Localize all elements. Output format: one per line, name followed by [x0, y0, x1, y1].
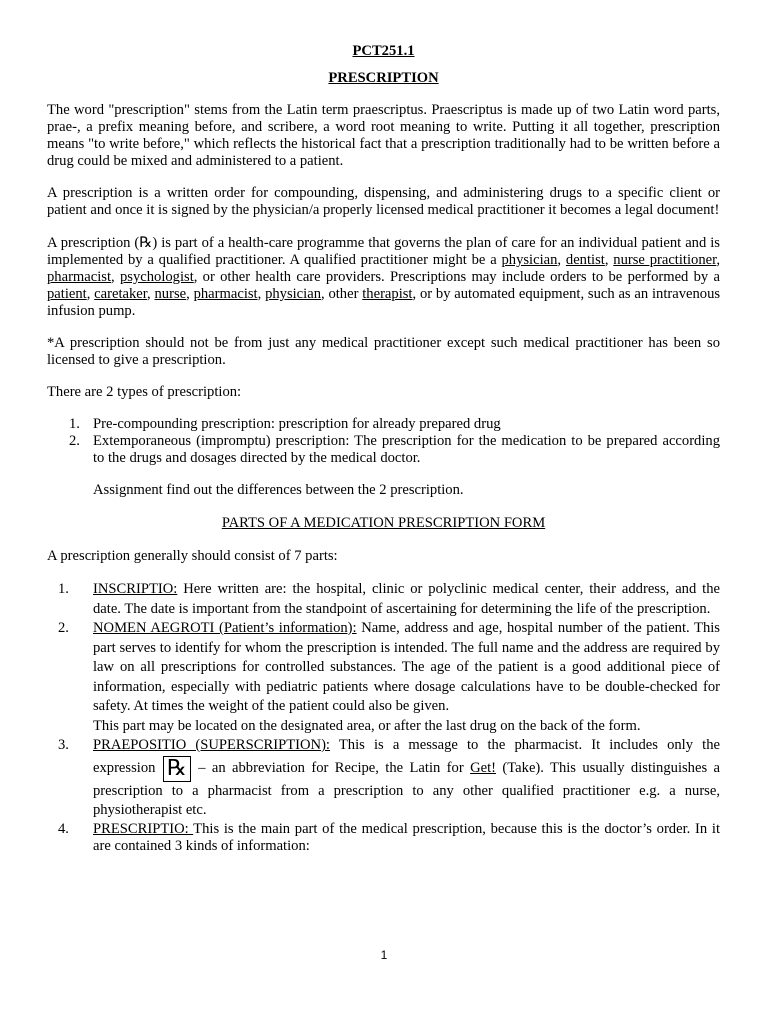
link-nurse[interactable]: nurse: [154, 286, 187, 302]
link-patient[interactable]: patient: [47, 286, 87, 302]
part-nomen-aegroti: 2. NOMEN AEGROTI (Patient’s information): Name, address and age, hospital number of the patient. This part serves to identify for whom the prescription is intended. The full name and the address are required by law on all prescriptions for controlled substances. The age of the patient is a good additional piece of information, especially with pediatric patients where dosage calculations have to be double-checked for safety. At times the weight of the patient could also be given. This part may be located on the designated area, or after the last drug on the back of the form.: [58, 620, 720, 734]
part-heading: NOMEN AEGROTI (Patient’s information):: [93, 620, 357, 636]
part-heading: PRAEPOSITIO (SUPERSCRIPTION):: [93, 737, 330, 753]
types-list: [47, 416, 720, 467]
part-praepositio: 3. PRAEPOSITIO (SUPERSCRIPTION): This is a message to the pharmacist. It includes only the expression ℞ – an abbreviation for Recipe, the Latin for Get! (Take). This usually distinguishes a prescription to a pharmacist from a prescription to any other qualified practitioner e.g. a nurse, physiotherapist etc.: [58, 737, 720, 818]
page-number: 1: [380, 948, 388, 962]
link-caretaker[interactable]: caretaker: [94, 286, 148, 302]
document-page: [47, 42, 720, 855]
part-heading: INSCRIPTIO:: [93, 581, 178, 597]
paragraph-licensing-note: *A prescription should not be from just any medical practitioner except such medical practitioner has been so licensed to give a prescription.: [47, 335, 720, 368]
paragraph-definition: A prescription is a written order for compounding, dispensing, and administering drugs to a specific client or patient and once it is signed by the physician/a properly licensed medical practitioner it becomes a legal document!: [47, 185, 720, 218]
link-pharmacist-2[interactable]: pharmacist: [193, 286, 258, 302]
list-item: 1. Pre-compounding prescription: prescription for already prepared drug: [69, 416, 501, 432]
course-code: PCT251.1: [352, 43, 415, 59]
rx-icon: ℞: [163, 756, 191, 782]
link-physician[interactable]: physician: [501, 252, 558, 268]
paragraph-etymology: The word "prescription" stems from the Latin term praescriptus. Praescriptus is made up of two Latin word parts, prae-, a prefix meaning before, and scribere, a word root meaning to write. Putting it all together, prescription means "to write before," which reflects the historical fact that a prescription traditionally had to be written before a drug could be mixed and administered to a patient.: [47, 102, 720, 169]
link-pharmacist[interactable]: pharmacist: [47, 269, 112, 285]
get-word: Get!: [470, 759, 497, 776]
rx-symbol: ℞: [139, 234, 153, 251]
part-inscriptio: 1. INSCRIPTIO: Here written are: the hospital, clinic or polyclinic medical center, their address, and the date. The date is important from the standpoint of ascertaining for determining the life of the prescription.: [58, 581, 720, 617]
section-title-parts: PARTS OF A MEDICATION PRESCRIPTION FORM: [221, 515, 546, 531]
link-nurse-practitioner[interactable]: nurse practitioner: [613, 252, 717, 268]
part-heading: PRESCRIPTIO:: [93, 820, 194, 837]
types-intro: There are 2 types of prescription:: [47, 384, 242, 400]
link-dentist[interactable]: dentist: [565, 252, 605, 268]
parts-list: [47, 580, 720, 855]
link-therapist[interactable]: therapist: [362, 286, 413, 302]
part-prescriptio: 4. PRESCRIPTIO: This is the main part of the medical prescription, because this is the doctor’s order. In it are contained 3 kinds of information:: [58, 820, 721, 854]
link-physician-2[interactable]: physician: [265, 286, 321, 302]
assignment-note: Assignment find out the differences between the 2 prescription.: [93, 482, 464, 498]
page-title: PRESCRIPTION: [328, 70, 439, 86]
list-item: 2. Extemporaneous (impromptu) prescription: The prescription for the medication to be prepared according to the drugs and dosages directed by the medical doctor.: [69, 433, 720, 466]
parts-intro: A prescription generally should consist of 7 parts:: [47, 548, 338, 564]
link-psychologist[interactable]: psychologist: [119, 269, 194, 285]
paragraph-healthcare: A prescription (℞) is part of a health-care programme that governs the plan of care for an individual patient and is implemented by a qualified practitioner. A qualified practitioner might be a physician, dentist, nurse practitioner, pharmacist, psychologist, or other health care providers. Prescriptions may include orders to be performed by a patient, caretaker, nurse, pharmacist, physician, other therapist, or by automated equipment, such as an intravenous infusion pump.: [47, 234, 721, 319]
